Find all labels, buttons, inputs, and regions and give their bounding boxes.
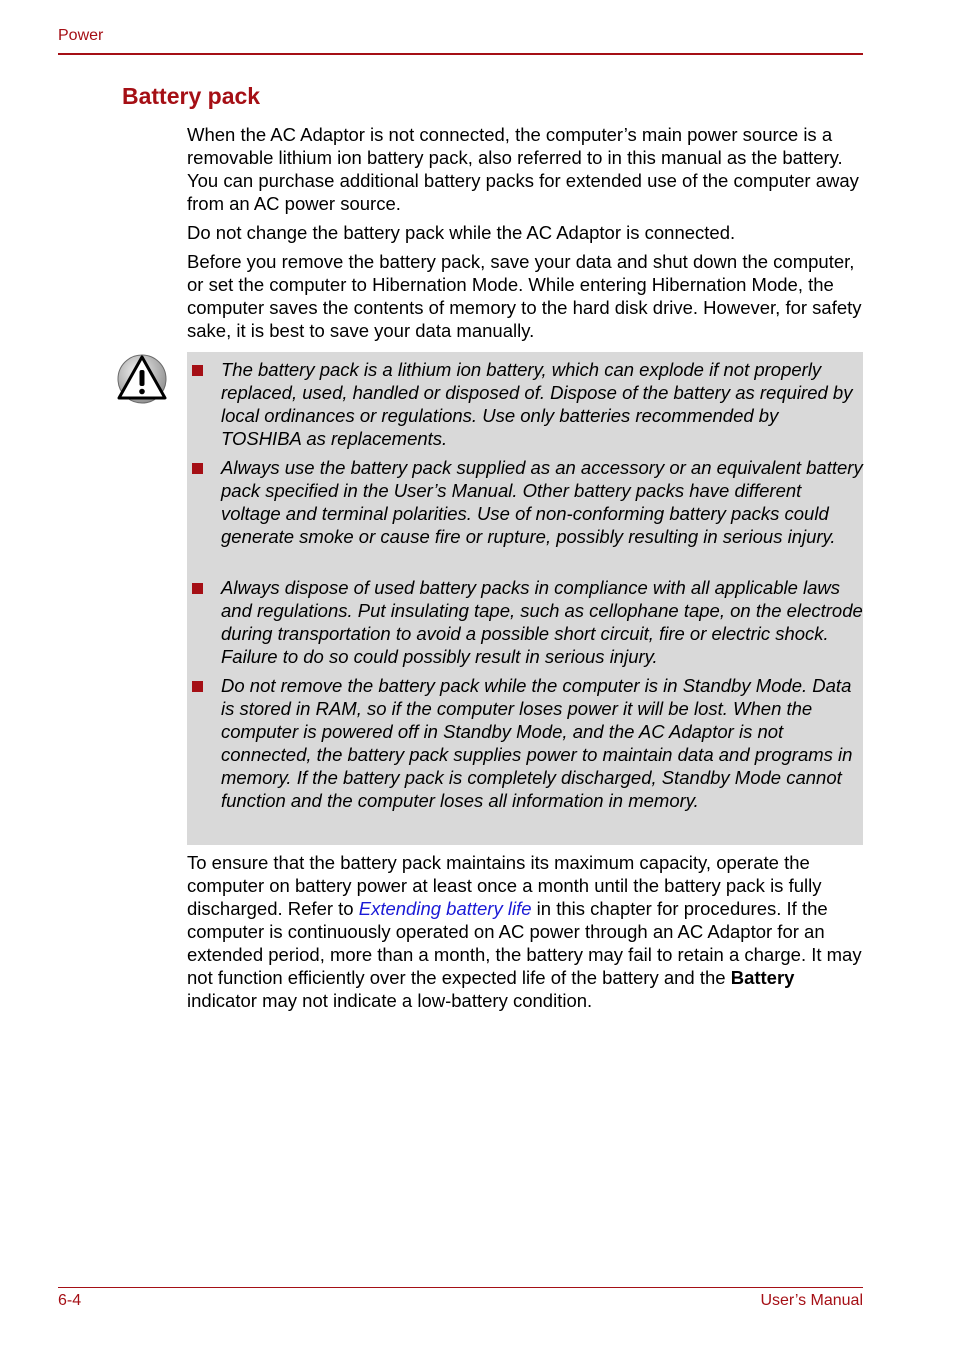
paragraph-before-remove: Before you remove the battery pack, save your data and shut down the computer, or set the computer to Hibernation Mode. While entering Hibernation Mode, the computer saves the contents of memory to the hard disk drive. However, for safety sake, it is best to save your data manually. <box>187 251 862 341</box>
footer-rule <box>58 1287 863 1288</box>
warning-text: Always dispose of used battery packs in compliance with all applicable laws and regulations. Put insulating tape, such as cellophane tape, on the electrode during transportation to avoid a possible short circuit, fire or electric shock. Failure to do so could possibly result in serious injury. <box>221 577 863 667</box>
warning-text: Always use the battery pack supplied as an accessory or an equivalent battery pack specified in the User’s Manual. Other battery packs have different voltage and terminal polarities. Use of non-conforming battery packs could generate smoke or cause fire or rupture, possibly resulting in serious injury. <box>221 457 863 547</box>
header-rule <box>58 53 863 55</box>
square-bullet-icon <box>192 681 203 692</box>
warning-text: Do not remove the battery pack while the computer is in Standby Mode. Data is stored in RAM, so if the computer loses power it will be lost. When the computer is powered off in Standby Mode, and the AC Adaptor is not connected, the battery pack supplies power to maintain data and programs in memory. If the battery pack is completely discharged, Standby Mode cannot function and the computer loses all information in memory. <box>221 675 853 811</box>
manual-title: User’s Manual <box>760 1292 863 1309</box>
battery-indicator-term: Battery <box>730 967 795 988</box>
warning-triangle-icon <box>116 352 168 404</box>
paragraph-text: To ensure that the battery pack maintains its maximum capacity, operate the computer on battery power at least once a month until the battery pack is fully discharged. Refer to <box>187 852 822 919</box>
paragraph-text: in this chapter for procedures. If the computer is continuously operated on AC power through an AC Adaptor for an extended period, more than a month, the battery may fail to retain a charge. It may not function efficiently over the expected life of the battery and the <box>187 898 862 988</box>
paragraph-intro: When the AC Adaptor is not connected, the computer’s main power source is a removable lithium ion battery pack, also referred to in this manual as the battery. You can purchase additional battery packs for extended use of the computer away from an AC power source. <box>187 124 859 214</box>
running-header: Power <box>58 27 104 44</box>
page-number: 6-4 <box>58 1292 82 1309</box>
paragraph-text: indicator may not indicate a low-battery condition. <box>187 990 593 1011</box>
warning-text: The battery pack is a lithium ion battery, which can explode if not properly replaced, used, handled or disposed of. Dispose of the battery as required by local ordinances or regulations. Use only batteries recommended by TOSHIBA as replacements. <box>221 359 853 449</box>
paragraph-maintain-capacity <box>187 851 862 1012</box>
paragraph-do-not-change: Do not change the battery pack while the AC Adaptor is connected. <box>187 222 736 243</box>
warning-box <box>187 352 863 845</box>
extending-battery-life-link[interactable]: Extending battery life <box>358 898 532 919</box>
square-bullet-icon <box>192 583 203 594</box>
square-bullet-icon <box>192 463 203 474</box>
section-heading: Battery pack <box>122 83 261 109</box>
square-bullet-icon <box>192 365 203 376</box>
